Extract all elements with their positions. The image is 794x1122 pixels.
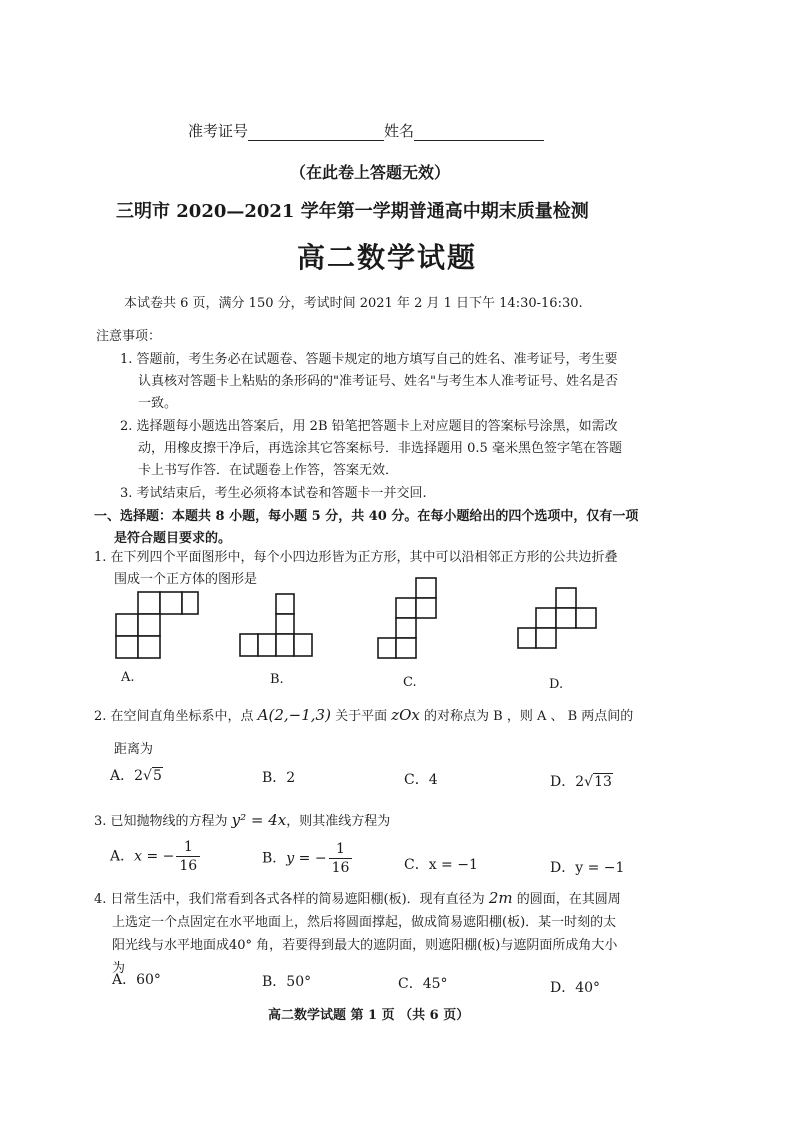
q3-text-pre: 3. 已知抛物线的方程为 bbox=[94, 814, 232, 829]
note-3: 3. 考试结束后，考生必须将本试卷和答题卡一并交回. bbox=[120, 486, 427, 501]
fraction bbox=[176, 838, 200, 875]
q3-option-b-lhs: y = − bbox=[286, 850, 327, 867]
q1-line-2: 围成一个正方体的图形是 bbox=[114, 572, 258, 587]
q1-line-1: 1. 在下列四个平面图形中，每个小四边形皆为正方形，其中可以沿相邻正方形的公共边折叠 bbox=[94, 550, 618, 565]
ticket-number-label: 准考证号 bbox=[188, 122, 249, 140]
note-1-line-3: 一致。 bbox=[138, 396, 178, 411]
q1-figure-b bbox=[236, 592, 322, 658]
q4-text-post: 的圆面，在其圆周 bbox=[512, 892, 621, 907]
q2-option-d-radicand: 13 bbox=[594, 774, 612, 790]
q3-option-b bbox=[262, 840, 354, 877]
q3-option-a-label: A． bbox=[110, 848, 135, 865]
ticket-number-blank bbox=[248, 122, 384, 141]
name-label: 姓名 bbox=[384, 122, 415, 140]
note-1-line-2: 认真核对答题卡上粘贴的条形码的"准考证号、姓名"与考生本人准考证号、姓名是否 bbox=[138, 374, 618, 389]
q2-option-c: C．4 bbox=[404, 772, 438, 788]
q4-line-3: 阳光线与水平地面成40° 角，若要得到最大的遮阴面，则遮阳棚(板)与遮阴面所成角大小 bbox=[112, 938, 618, 953]
q1-option-b: B. bbox=[270, 672, 284, 687]
q1-option-d: D. bbox=[549, 677, 564, 692]
note-2-line-1: 2. 选择题每小题选出答案后，用 2B 铅笔把答题卡上对应题目的答案标号涂黑，如需改 bbox=[120, 419, 618, 434]
notes-heading: 注意事项： bbox=[96, 329, 162, 344]
note-2-line-2: 动，用橡皮擦干净后，再选涂其它答案标号．非选择题用 0.5 毫米黑色签字笔在答题 bbox=[138, 441, 622, 456]
q1-option-a: A. bbox=[121, 670, 135, 685]
q3-text-post: ，则其准线方程为 bbox=[286, 814, 391, 829]
q3-option-c: C．x = −1 bbox=[404, 857, 478, 873]
note-1-line-1: 1. 答题前，考生务必在试题卷、答题卡规定的地方填写自己的姓名、准考证号，考生要 bbox=[120, 352, 618, 367]
q2-option-a-radicand: 5 bbox=[152, 768, 162, 784]
fraction bbox=[329, 840, 353, 877]
q1-figure-d bbox=[516, 586, 602, 652]
q4-option-d: D．40° bbox=[550, 980, 601, 996]
q2-line-2: 距离为 bbox=[114, 742, 154, 757]
q3-option-b-label: B． bbox=[262, 850, 287, 867]
exam-info: 本试卷共 6 页，满分 150 分，考试时间 2021 年 2 月 1 日下午 14:30-16:30. bbox=[124, 296, 583, 311]
q2-option-d-coef: 2 bbox=[575, 774, 585, 790]
q1-figure-a bbox=[108, 590, 200, 660]
q2-text-mid: 关于平面 bbox=[330, 709, 392, 724]
q4-option-b: B．50° bbox=[262, 974, 312, 990]
fraction-denominator: 16 bbox=[179, 858, 198, 874]
q3-option-d: D．y = −1 bbox=[550, 860, 625, 876]
fraction-numerator: 1 bbox=[329, 840, 353, 859]
section-1-line-2: 是符合题目要求的。 bbox=[114, 531, 232, 546]
q3-equation: y² = 4x bbox=[231, 811, 287, 829]
q3-option-a-lhs: x = − bbox=[134, 848, 175, 865]
q4-option-a: A．60° bbox=[112, 972, 161, 988]
sqrt-icon: √ bbox=[584, 774, 594, 790]
q4-text-pre: 4. 日常生活中，我们常看到各式各样的简易遮阳棚(板)．现有直径为 bbox=[94, 892, 489, 907]
q2-text-pre: 2. 在空间直角坐标系中，点 bbox=[94, 709, 258, 724]
q2-option-a bbox=[110, 765, 163, 785]
q2-option-a-coef: 2 bbox=[134, 768, 144, 784]
q1-figure-c bbox=[376, 576, 440, 662]
q2-option-d bbox=[550, 771, 613, 791]
q2-option-d-label: D． bbox=[550, 774, 576, 790]
q2-point: A(2,−1,3) bbox=[257, 706, 331, 724]
q4-line-1 bbox=[94, 888, 621, 907]
q4-line-2: 上选定一个点固定在水平地面上，然后将圆面撑起，做成简易遮阳棚(板)．某一时刻的太 bbox=[112, 915, 617, 930]
q3-stem bbox=[94, 810, 390, 829]
invalid-notice: （在此卷上答题无效） bbox=[290, 163, 451, 182]
fraction-denominator: 16 bbox=[331, 860, 350, 876]
q2-line-1 bbox=[94, 705, 633, 724]
section-1-line-1: 一、选择题：本题共 8 小题，每小题 5 分，共 40 分。在每小题给出的四个选项中，仅有一项 bbox=[94, 509, 639, 524]
fraction-numerator: 1 bbox=[176, 838, 200, 857]
q2-option-b: B．2 bbox=[262, 770, 296, 786]
q3-option-a bbox=[110, 838, 202, 875]
q2-text-post: 的对称点为 B ，则 A 、 B 两点间的 bbox=[419, 709, 634, 724]
name-blank bbox=[414, 122, 544, 141]
page-footer: 高二数学试题 第 1 页 （共 6 页） bbox=[268, 1008, 470, 1023]
note-2-line-3: 卡上书写作答．在试题卷上作答，答案无效． bbox=[138, 463, 399, 478]
q4-line-4: 为 bbox=[112, 961, 126, 976]
exam-name: 三明市 2020—2021 学年第一学期普通高中期末质量检测 bbox=[116, 201, 589, 222]
q4-diameter: 2m bbox=[488, 889, 513, 907]
q1-option-c: C. bbox=[403, 675, 417, 690]
ticket-number-field bbox=[188, 120, 544, 141]
q2-plane: zOx bbox=[391, 706, 420, 724]
sqrt-icon: √ bbox=[143, 768, 152, 784]
q4-option-c: C．45° bbox=[398, 976, 448, 992]
page-title: 高二数学试题 bbox=[297, 241, 478, 274]
q2-option-a-label: A． bbox=[110, 768, 135, 784]
